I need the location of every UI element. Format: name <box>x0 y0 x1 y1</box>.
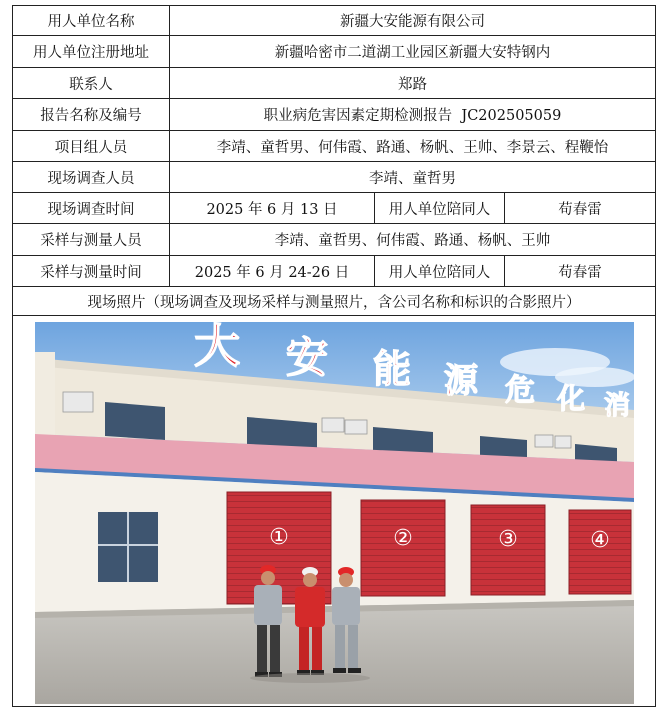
sign-char-6: 化 <box>556 382 586 415</box>
sampling-escort-value: 苟春雷 <box>558 264 602 281</box>
row-survey-staff <box>13 162 655 193</box>
registered-address-value: 新疆哈密市二道湖工业园区新疆大安特钢内 <box>274 45 551 61</box>
row-employer-name <box>13 6 655 36</box>
door-number-1: ① <box>269 525 289 550</box>
sign-char-7: 消 <box>603 391 631 421</box>
sampling-staff-label: 采样与测量人员 <box>13 224 170 255</box>
door-number-2: ② <box>393 526 413 551</box>
sign-char-2: 安 <box>285 333 329 382</box>
survey-escort-label: 用人单位陪同人 <box>375 193 505 223</box>
sign-char-3: 能 <box>372 347 412 391</box>
sign-char-5: 危 <box>505 373 535 408</box>
row-report-title <box>13 99 655 131</box>
door-number-3: ③ <box>498 527 518 552</box>
sampling-date: 2025 年 6 月 24-26 日 <box>170 256 375 286</box>
photo-caption: 现场照片（现场调查及现场采样与测量照片，含公司名称和标识的合影照片） <box>87 294 581 311</box>
employer-name-label: 用人单位名称 <box>13 6 170 35</box>
sign-char-1: 大 <box>194 322 240 373</box>
report-title-label: 报告名称及编号 <box>13 99 170 130</box>
project-team-label: 项目组人员 <box>13 131 170 161</box>
sampling-time-label: 采样与测量时间 <box>13 256 170 286</box>
survey-staff-value: 李靖、童哲男 <box>369 170 456 187</box>
registered-address-label: 用人单位注册地址 <box>13 36 170 67</box>
sampling-escort-label: 用人单位陪同人 <box>375 256 505 286</box>
site-photo <box>35 322 634 704</box>
survey-time-label: 现场调查时间 <box>13 193 170 223</box>
row-sampling-staff <box>13 224 655 256</box>
project-team-value: 李靖、童哲男、何伟霞、路通、杨帆、王帅、李景云、程鞭怡 <box>216 139 609 156</box>
contact-value: 郑路 <box>398 76 427 93</box>
door-number-4: ④ <box>590 528 610 553</box>
employer-name-value: 新疆大安能源有限公司 <box>340 14 485 30</box>
row-contact <box>13 68 655 99</box>
photo-area <box>13 316 655 706</box>
row-project-team <box>13 131 655 162</box>
info-form <box>12 5 656 707</box>
row-survey-time <box>13 193 655 224</box>
sampling-staff-value: 李靖、童哲男、何伟霞、路通、杨帆、王帅 <box>274 233 551 249</box>
site-photo-drawing <box>35 322 634 704</box>
report-title-value: 职业病危害因素定期检测报告 JC202505059 <box>263 108 562 124</box>
survey-escort-value: 苟春雷 <box>558 201 602 218</box>
survey-date: 2025 年 6 月 13 日 <box>170 193 375 223</box>
row-sampling-time <box>13 256 655 287</box>
row-photo-caption <box>13 287 655 316</box>
survey-staff-label: 现场调查人员 <box>13 162 170 192</box>
contact-label: 联系人 <box>13 68 170 98</box>
sign-char-4: 源 <box>444 361 478 401</box>
row-registered-address <box>13 36 655 68</box>
